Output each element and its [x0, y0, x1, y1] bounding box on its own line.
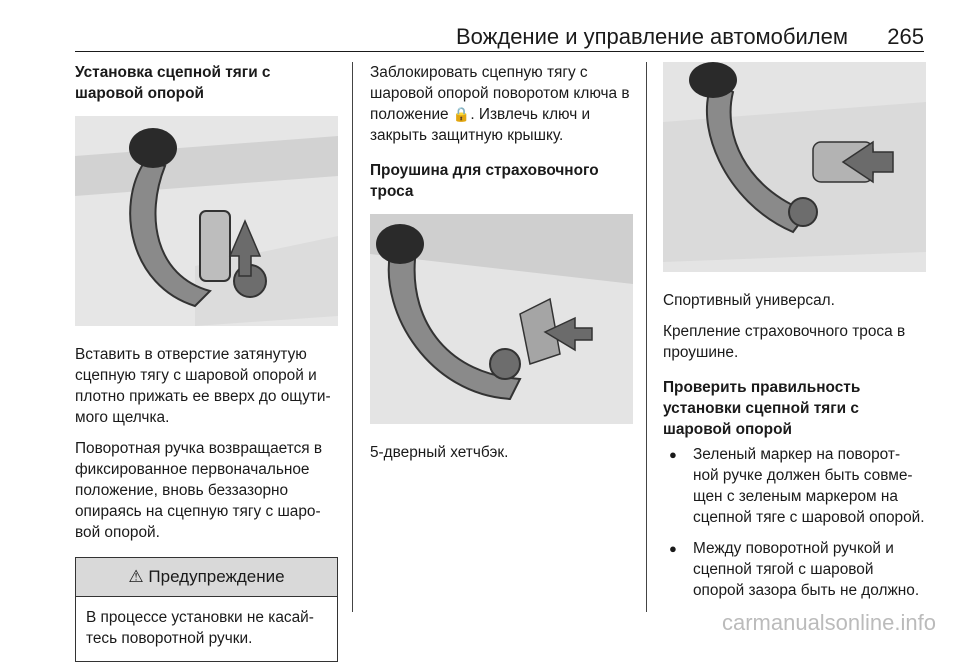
section-heading-check: Проверить правильность установки сцепной тяги с шаровой опорой [663, 379, 861, 438]
page-header [0, 0, 960, 52]
section-heading-eyelet: Проушина для страховочного троса [370, 162, 599, 200]
footer-watermark: carmanualsonline.info [721, 610, 936, 635]
check-list [663, 444, 925, 601]
warning-header [76, 558, 337, 597]
chapter-title: Вождение и управление автомобилем [455, 24, 848, 49]
column-divider-2 [646, 62, 647, 612]
illustration-eyelet-hatchback [370, 214, 633, 424]
warning-title: Предупреждение [148, 567, 285, 586]
caption-hatchback: 5-дверный хетчбэк. [370, 444, 509, 461]
paragraph-insert: Вставить в отверстие затянутую сцепную тягу с шаровой опорой и плотно прижать ее вверх до ощути-мого щелчка. [75, 346, 331, 426]
warning-triangle-icon: ⚠ [128, 567, 144, 586]
paragraph-knob-returns: Поворотная ручка возвращается в фиксированное первоначальное положение, вновь беззазорно опираясь на сцепную тягу с шаро-вой опорой. [75, 440, 323, 541]
list-item: ● Между поворотной ручкой и сцепной тягой с шаровой опорой зазора быть не должно. [663, 538, 925, 601]
paragraph-cable-attach: Крепление страховочного троса в проушине. [663, 323, 906, 361]
lock-closed-icon: 🔒 [452, 106, 471, 122]
paragraph-lock: Заблокировать сцепную тягу с шаровой опорой поворотом ключа в положение 🔒. Извлечь ключ и закрыть защитную крышку. [370, 64, 630, 144]
section-heading-installation: Установка сцепной тяги с шаровой опорой [75, 64, 271, 102]
illustration-eyelet-sports-tourer [663, 62, 926, 272]
warning-text: В процессе установки не касай-тесь поворотной ручки. [86, 609, 314, 647]
caption-sports-tourer: Спортивный универсал. [663, 292, 835, 309]
column-3 [663, 62, 925, 611]
header-rule [75, 51, 924, 52]
column-divider-1 [352, 62, 353, 612]
page-number: 265 [887, 24, 924, 49]
warning-box [75, 557, 338, 662]
illustration-towbar-insert [75, 116, 338, 326]
column-1 [75, 62, 338, 662]
list-item: ● Зеленый маркер на поворот-ной ручке должен быть совме-щен с зеленым маркером на сцепной тяге с шаровой опорой. [663, 444, 925, 528]
column-2 [370, 62, 632, 473]
